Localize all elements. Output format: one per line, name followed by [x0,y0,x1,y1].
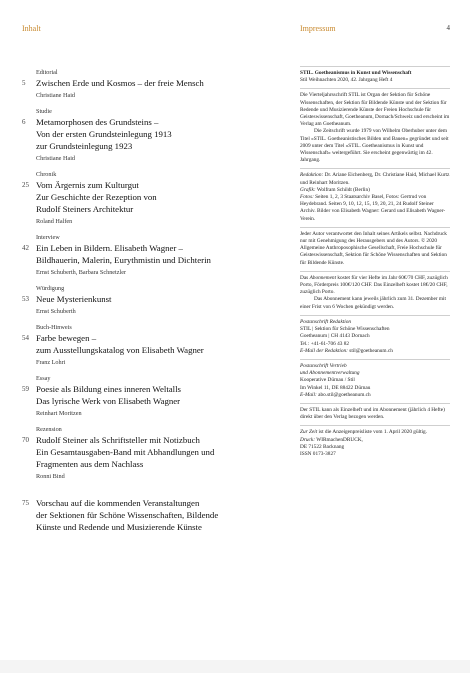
impressum-printing [300,425,450,458]
toc-title [36,497,284,533]
impressum-text: Wolfram Schildt (Berlin) [315,186,370,193]
impressum-journal-title: STIL. Goetheanismus in Kunst und Wissenschaft [300,70,412,76]
toc-entry [22,66,284,100]
toc-author: Christiane Haid [36,92,76,99]
toc-title-line: Zwischen Erde und Kosmos – der freie Mensch [36,78,204,88]
toc-page-number: 59 [22,385,29,393]
toc-title [36,332,284,356]
toc-title-line: Ein Gesamtausgaben-Band mit Abhandlungen und [36,447,215,457]
toc-category: Buch-Hinweis [36,324,72,331]
impressum-distribution-address [300,359,450,399]
toc-category: Würdigung [36,285,65,292]
table-of-contents [22,66,284,533]
impressum-line [300,407,450,421]
impressum-text: Kooperative Dürnau / Stil [300,377,355,384]
impressum-line [300,437,450,444]
toc-title-line: Rudolf Steiner als Schriftsteller mit Notizbuch [36,435,200,445]
toc-title-line: Fragmenten aus dem Nachlass [36,459,144,469]
toc-title [36,242,284,266]
toc-title-line: Neue Mysterienkunst [36,294,112,304]
toc-page-number: 5 [22,79,26,87]
toc-author: Ernst Schuberth, Barbara Schnetzler [36,269,127,276]
impressum-subscription [300,271,450,311]
toc-author: Franz Lohri [36,359,66,366]
toc-author: Christiane Haid [36,155,76,162]
impressum-copyright [300,227,450,267]
toc-page-number: 42 [22,244,29,252]
toc-entry [22,168,284,226]
impressum-label: Grafik: [300,186,316,193]
toc-title-line: Vom Ärgernis zum Kulturgut [36,180,139,190]
toc-title [36,179,284,215]
toc-page-number: 70 [22,436,29,444]
impressum-line [300,326,450,333]
impressum-label: und Abonnementverwaltung [300,370,360,377]
impressum-label: Tel.: [300,340,310,347]
impressum-text: WIRmachenDRUCK, [315,436,363,443]
impressum-line [300,231,450,267]
toc-title-line: Ein Leben in Bildern. Elisabeth Wagner – [36,243,183,253]
toc-author: Ernst Schuberth [36,308,76,315]
impressum-line [300,370,450,377]
toc-title-line: Poesie als Bildung eines inneren Weltalls [36,384,181,394]
toc-category: Chronik [36,171,57,178]
impressum-issue: Stil Weihnachten 2020, 42. Jahrgang Heft 4 [300,77,393,84]
impressum-text: Goetheanum | CH 4143 Dornach [300,333,370,340]
toc-category: Editorial [36,69,58,76]
impressum-line [300,333,450,340]
impressum-label: Druck: [300,436,316,443]
toc-entry [22,321,284,367]
impressum-line [300,392,450,399]
impressum-line [300,385,450,392]
toc-title-line: zur Grundsteinlegung 1923 [36,141,133,151]
impressum-line [300,319,450,326]
toc-title-line: zum Ausstellungskatalog von Elisabeth Wagner [36,345,204,355]
impressum-line [300,451,450,458]
impressum-text: STIL | Sektion für Schöne Wissenschaften [300,326,390,333]
impressum-text: ISSN 0173-3827 [300,450,336,457]
impressum-line [300,296,450,310]
impressum-label: Postanschrift Vertrieb [300,362,347,369]
impressum-text: DE 71522 Backnang [300,443,345,450]
toc-entry [22,105,284,163]
toc-author: Reinhart Moritzen [36,410,82,417]
impressum-line [300,348,450,355]
toc-entry [22,372,284,418]
impressum-label: Fotos: [300,194,314,201]
toc-category [36,486,284,497]
toc-title-line: Metamorphosen des Grundsteins – [36,117,159,127]
toc-entry [22,423,284,481]
impressum-line [300,187,450,194]
impressum-text: stil@goetheanum.ch [347,347,393,354]
impressum-label: E-Mail: [300,391,317,398]
toc-title-line: Künste und Redende und Musizierende Künste [36,522,202,532]
toc-title [36,293,284,305]
impressum-text: Der STIL kann als Einzelheft und im Abonnement (jährlich 4 Hefte) direkt über den Verlag bezogen werden. [300,406,445,421]
impressum-text: Das [300,274,310,281]
toc-title [36,116,284,152]
impressum-line [300,194,450,223]
toc-title-line: Farbe bewegen – [36,333,97,343]
toc-title-line: Zur Geschichte der Rezeption von [36,192,157,202]
toc-title-line: Bildhauerin, Malerin, Eurythmistin und Dichterin [36,255,211,265]
toc-page-number: 75 [22,499,29,507]
impressum-text: Das Abonnement kann jeweils jährlich zum 31. Dezember mit einer Frist von 6 Wochen gekündigt werden. [300,296,446,310]
header-contents: Inhalt [22,24,41,33]
toc-entry [22,486,284,533]
impressum-text: Im Winkel 11, DE 88422 Dürnau [300,384,371,391]
impressum-label: Redaktion: [300,172,324,179]
impressum-label: Postanschrift Redaktion [300,318,352,325]
toc-page-number: 53 [22,295,29,303]
toc-entry [22,282,284,316]
impressum-line [300,172,450,186]
impressum-ordering [300,403,450,421]
toc-category: Essay [36,375,51,382]
impressum-text: abo.stil@goetheanum.ch [316,391,371,398]
impressum-line [300,128,450,164]
impressum-label: Zur Zeit [300,429,318,436]
header-impressum: Impressum [300,24,336,33]
toc-page-number: 6 [22,118,26,126]
impressum-editorial-address [300,315,450,355]
toc-category: Rezension [36,426,62,433]
toc-entry [22,231,284,277]
toc-title [36,383,284,407]
toc-category: Interview [36,234,60,241]
impressum-label: Abonnement [309,274,337,281]
impressum-column [300,66,450,462]
impressum-label: E-Mail der Redaktion: [300,347,348,354]
impressum-line [300,429,450,436]
impressum-text: Dr. Ariane Eichenberg, Dr. Christiane Haid, Michael Kurtz und Reinhart Moritzen. [300,172,450,186]
toc-author: Roland Halfen [36,218,73,225]
impressum-text: Seiten 1, 2, 3 Staatsarchiv Basel, Fotos: Gertrud von Heydebrand. Seiten 9, 10, 12, 15, 19, 20, 21, 24 Rudolf Steiner Archiv. Bilder von Elisabeth Wagner: Gerard und Elisabeth Wagner-Verein. [300,194,446,222]
toc-title-line: Von der ersten Grundsteinlegung 1913 [36,129,172,139]
toc-title-line: Vorschau auf die kommenden Veranstaltungen [36,498,200,508]
impressum-text: Jeder Autor verantwortet den Inhalt seines Artikels selbst. Nachdruck nur mit Genehmigung des Herausgebers und des Autors. © 2020 Allgemeine Anthroposophische Gesellschaft, Freie Hochschule für Geisteswissenschaft, Sektion für Schöne Wissenschaften und Sektion für Bildende Künste. [300,230,447,266]
impressum-text: kostet für vier Hefte im Jahr 60€/70 CHF, zuzüglich Porto, Förderpreis 100€/120 CHF. Das Einzelheft kostet 18€/20 CHF, zuzüglich Porto. [300,274,448,296]
toc-page-number: 25 [22,181,29,189]
impressum-about [300,88,450,164]
toc-title-line: der Sektionen für Schöne Wissenschaften, Bildende [36,510,219,520]
toc-title [36,434,284,470]
impressum-text: +41-61-706 43 82 [309,340,349,347]
toc-author: Ronni Bind [36,473,65,480]
impressum-line [300,377,450,384]
toc-title [36,77,284,89]
page-number: 4 [446,24,450,32]
impressum-line [300,363,450,370]
toc-category: Studie [36,108,52,115]
toc-title-line: Rudolf Steiners Architektur [36,204,134,214]
impressum-line [300,341,450,348]
impressum-text: Die Zeitschrift wurde 1979 von Wilhelm Oberhuber unter dem Titel »STIL. Goetheanistisches Bilden und Bauen« gegründet und seit 2009 unter dem Titel »STIL. Goetheanismus in Kunst und Wissenschaft« weitergeführt. Sie erscheint gegenwärtig im 42. Jahrgang. [300,128,449,164]
impressum-text: Die Vierteljahrsschrift STIL ist Organ der Sektion für Schöne Wissenschaften, der Sektion für Bildende Künste und der Sektion für Redende und Musizierende Künste der Freien Hochschule für Geisteswissenschaft, Goetheanum, Dornach/Schweiz und erscheint im Verlag am Goetheanum. [300,92,450,128]
toc-title-line: Das lyrische Werk von Elisabeth Wagner [36,396,181,406]
impressum-text: ist die Anzeigenpreisliste vom 1. April 2020 gültig. [317,429,427,436]
impressum-credits [300,168,450,222]
toc-page-number: 54 [22,334,29,342]
impressum-masthead [300,66,450,84]
impressum-line [300,275,450,297]
impressum-line [300,92,450,128]
impressum-line [300,444,450,451]
